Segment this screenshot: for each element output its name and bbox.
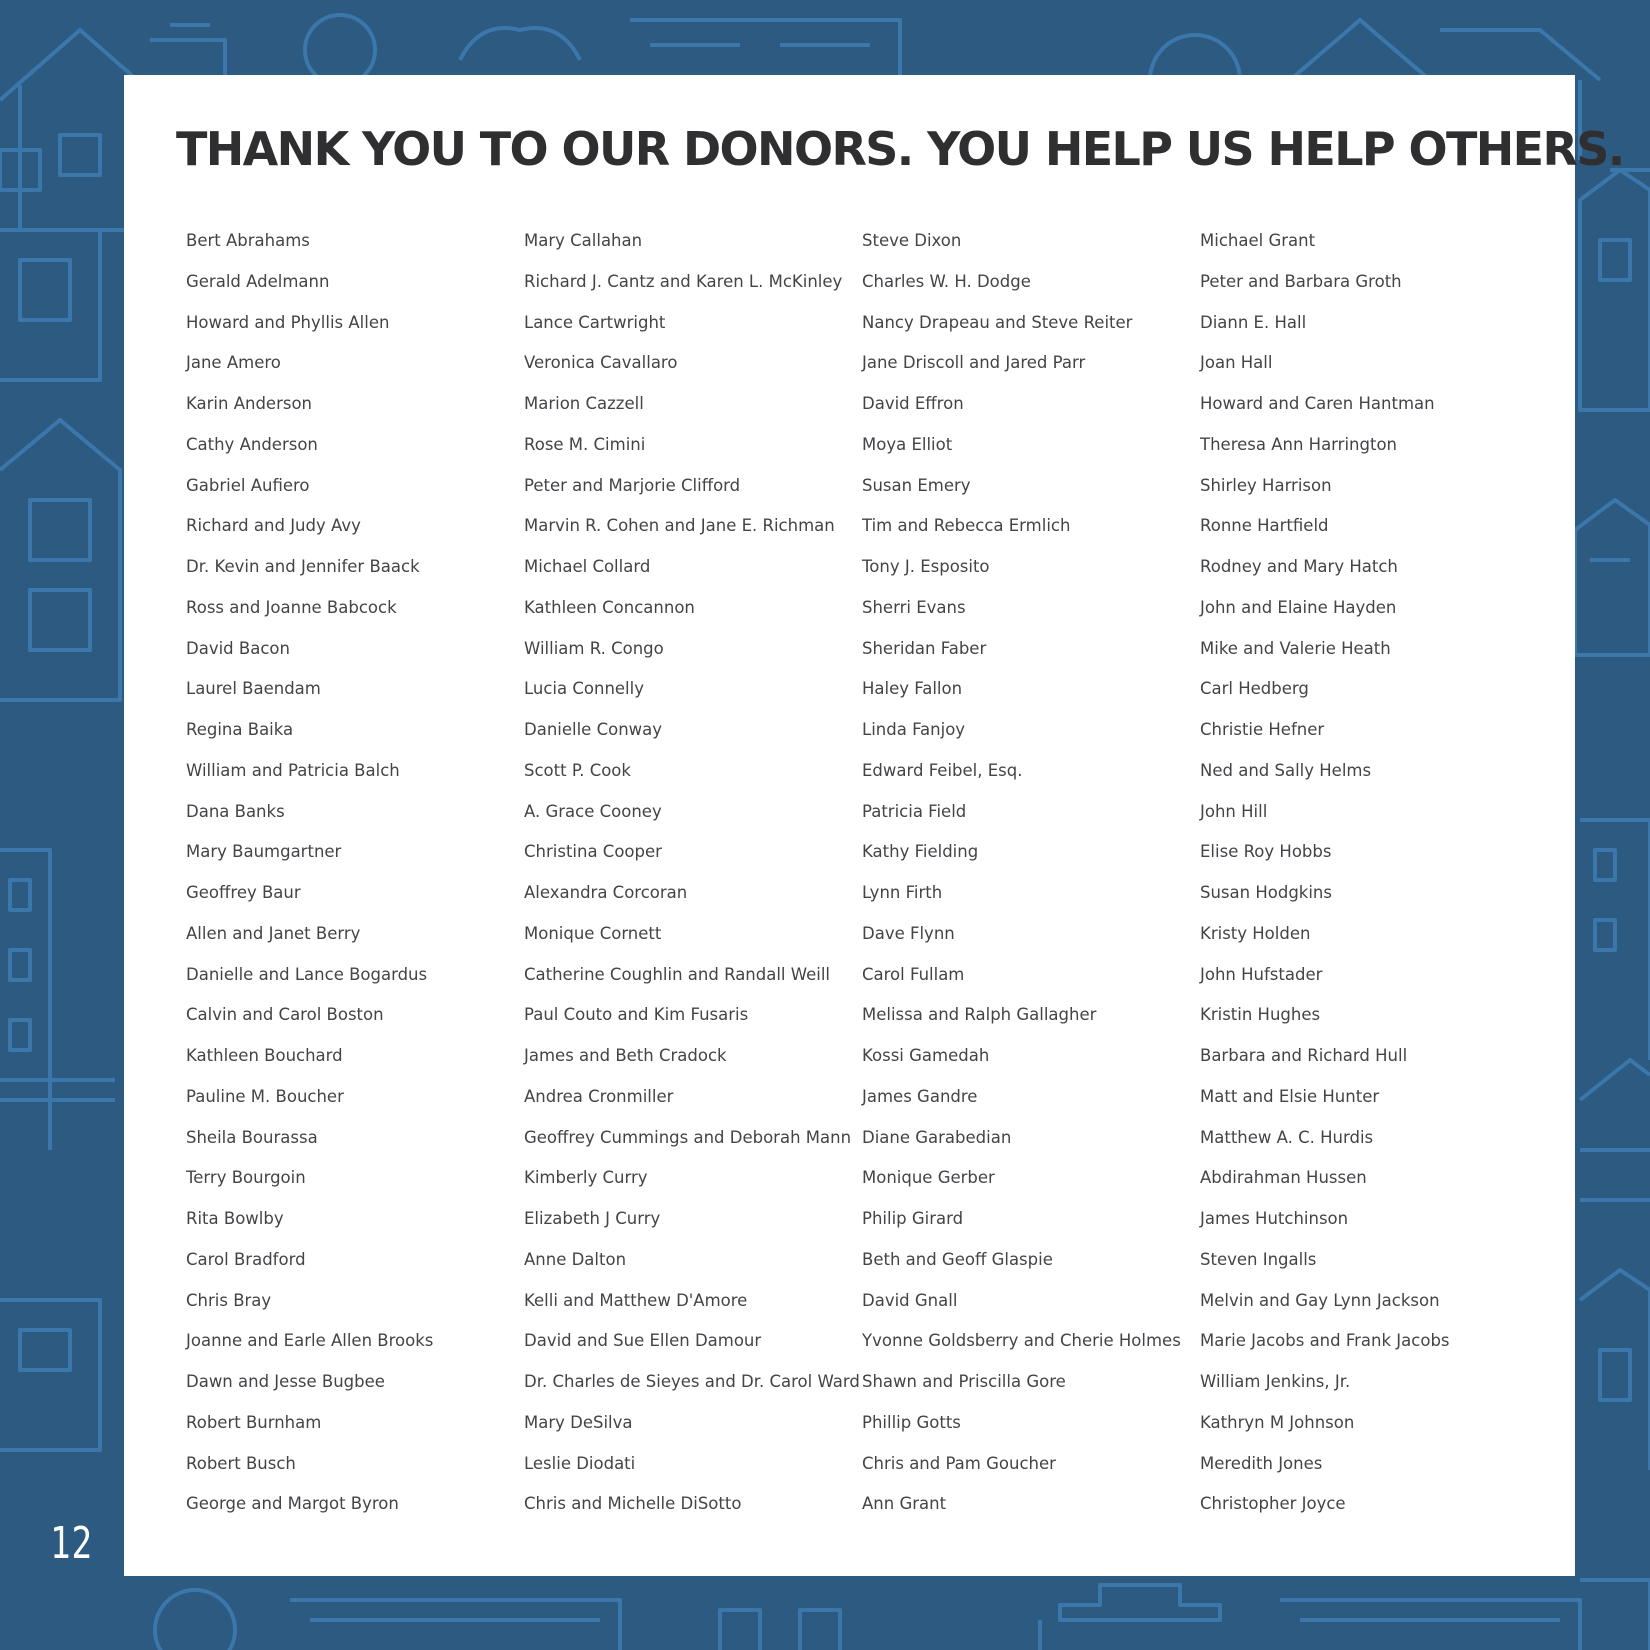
donor-name: George and Margot Byron (186, 1494, 399, 1514)
donor-name: Paul Couto and Kim Fusaris (524, 1005, 749, 1025)
donor-name: Joan Hall (1200, 353, 1273, 373)
donor-name: Kristy Holden (1200, 923, 1311, 943)
donor-name: Sheridan Faber (862, 638, 987, 658)
donor-name: Nancy Drapeau and Steve Reiter (862, 312, 1133, 332)
donor-name: Kathleen Concannon (524, 597, 695, 617)
donor-name: Diane Garabedian (862, 1127, 1012, 1147)
donor-name: Carol Fullam (862, 964, 965, 984)
donor-name: Kelli and Matthew D'Amore (524, 1290, 748, 1310)
donor-name: Richard and Judy Avy (186, 516, 361, 536)
donor-name: Shawn and Priscilla Gore (862, 1372, 1066, 1391)
donor-column-2 (524, 221, 860, 1525)
donor-column-1 (186, 221, 522, 1525)
donor-name: David Effron (862, 394, 964, 413)
donor-name: Peter and Marjorie Clifford (524, 475, 741, 495)
donor-name: Tony J. Esposito (862, 557, 990, 576)
donor-name: Shirley Harrison (1200, 475, 1332, 495)
donor-name: Robert Burnham (186, 1412, 322, 1432)
donor-name: Christina Cooper (524, 842, 662, 862)
donor-name: Susan Emery (862, 475, 971, 495)
donor-name: David Gnall (862, 1290, 958, 1310)
donor-name: Catherine Coughlin and Randall Weill (524, 964, 831, 984)
donor-name: Ronne Hartfield (1200, 516, 1329, 536)
donor-name: Pauline M. Boucher (186, 1086, 344, 1106)
donor-name: Lynn Firth (862, 883, 943, 902)
donor-name: Charles W. H. Dodge (862, 271, 1031, 291)
donor-name: Rita Bowlby (186, 1209, 284, 1228)
donor-name: Calvin and Carol Boston (186, 1005, 384, 1025)
donor-name: Jane Amero (186, 353, 281, 373)
donor-name: Christie Hefner (1200, 720, 1325, 739)
donor-name: Haley Fallon (862, 679, 963, 699)
donor-name: Bert Abrahams (186, 231, 310, 250)
donor-name: James and Beth Cradock (524, 1046, 727, 1065)
donor-name: Mary Baumgartner (186, 842, 342, 862)
donor-name: Philip Girard (862, 1209, 964, 1228)
donor-name: Christopher Joyce (1200, 1494, 1346, 1514)
donor-name: Lance Cartwright (524, 312, 666, 332)
donor-name: Elizabeth J Curry (524, 1209, 661, 1228)
donor-name: Melvin and Gay Lynn Jackson (1200, 1290, 1440, 1310)
donor-name: Chris Bray (186, 1290, 272, 1310)
donor-name: Moya Elliot (862, 434, 953, 454)
page-title: THANK YOU TO OUR DONORS. YOU HELP US HELP OTHERS. (176, 122, 1624, 176)
donor-name: Edward Feibel, Esq. (862, 760, 1023, 780)
donor-column-4 (1200, 221, 1536, 1525)
donor-name: Yvonne Goldsberry and Cherie Holmes (862, 1331, 1181, 1351)
donor-name: Dr. Charles de Sieyes and Dr. Carol Ward (524, 1372, 860, 1391)
donor-name: Howard and Caren Hantman (1200, 394, 1435, 413)
donor-name: Monique Cornett (524, 923, 662, 943)
donor-name: Meredith Jones (1200, 1453, 1323, 1473)
donor-name: Patricia Field (862, 801, 967, 821)
donor-name: John and Elaine Hayden (1200, 597, 1397, 617)
donor-name: James Hutchinson (1200, 1209, 1349, 1228)
donor-name: Dana Banks (186, 801, 285, 821)
donor-name: Kimberly Curry (524, 1168, 648, 1188)
donor-name: Michael Grant (1200, 231, 1316, 250)
donor-name: Kossi Gamedah (862, 1046, 990, 1065)
donor-name: John Hufstader (1200, 964, 1323, 984)
donor-name: Danielle Conway (524, 720, 663, 739)
donor-name: Gabriel Aufiero (186, 475, 310, 495)
donor-name: Joanne and Earle Allen Brooks (186, 1331, 434, 1351)
donor-name: John Hill (1200, 801, 1268, 821)
donor-name: Laurel Baendam (186, 679, 321, 699)
donor-name: Diann E. Hall (1200, 312, 1307, 332)
donor-name: Marion Cazzell (524, 394, 644, 413)
donor-name: Dr. Kevin and Jennifer Baack (186, 557, 420, 576)
donor-name: Linda Fanjoy (862, 720, 966, 739)
donor-name: Carl Hedberg (1200, 679, 1309, 699)
donor-name: Chris and Pam Goucher (862, 1453, 1056, 1473)
donor-name: Matthew A. C. Hurdis (1200, 1127, 1374, 1147)
donor-name: Rose M. Cimini (524, 434, 646, 454)
donor-name: Ned and Sally Helms (1200, 760, 1372, 780)
donor-name: Barbara and Richard Hull (1200, 1046, 1408, 1065)
donor-name: Allen and Janet Berry (186, 923, 361, 943)
donor-name: Dave Flynn (862, 923, 955, 943)
donor-name: Melissa and Ralph Gallagher (862, 1005, 1097, 1025)
donor-name: David Bacon (186, 638, 290, 658)
donor-name: Jane Driscoll and Jared Parr (862, 353, 1086, 373)
donor-name: Geoffrey Cummings and Deborah Mann (524, 1127, 852, 1147)
donor-name: Michael Collard (524, 557, 651, 576)
donor-name: Karin Anderson (186, 394, 313, 413)
donor-name: Kathleen Bouchard (186, 1046, 343, 1065)
donor-name: Marie Jacobs and Frank Jacobs (1200, 1331, 1450, 1351)
donor-name: Howard and Phyllis Allen (186, 312, 390, 332)
donor-name: Andrea Cronmiller (524, 1086, 674, 1106)
donor-name: Danielle and Lance Bogardus (186, 964, 428, 984)
donor-name: Matt and Elsie Hunter (1200, 1086, 1380, 1106)
donor-name: Ross and Joanne Babcock (186, 597, 397, 617)
donor-name: Gerald Adelmann (186, 271, 330, 291)
donor-name: Abdirahman Hussen (1200, 1168, 1367, 1188)
donor-name: Sheila Bourassa (186, 1127, 318, 1147)
donor-name: William R. Congo (524, 638, 664, 658)
donor-name: Marvin R. Cohen and Jane E. Richman (524, 516, 835, 536)
donor-name: Rodney and Mary Hatch (1200, 557, 1398, 576)
donor-name: Susan Hodgkins (1200, 883, 1332, 902)
donor-name: Mike and Valerie Heath (1200, 638, 1391, 658)
donor-name: Sherri Evans (862, 597, 966, 617)
donor-name: A. Grace Cooney (524, 801, 662, 821)
donor-name: William and Patricia Balch (186, 760, 400, 780)
donor-name: Chris and Michelle DiSotto (524, 1494, 742, 1514)
donor-name: James Gandre (862, 1086, 978, 1106)
donor-name: Veronica Cavallaro (524, 353, 678, 373)
donor-name: Terry Bourgoin (186, 1168, 306, 1188)
donor-name: Scott P. Cook (524, 760, 631, 780)
donor-name: Cathy Anderson (186, 434, 318, 454)
donor-name: Elise Roy Hobbs (1200, 842, 1332, 862)
donor-name: Steve Dixon (862, 231, 962, 250)
donor-name: Theresa Ann Harrington (1200, 434, 1397, 454)
donor-name: Leslie Diodati (524, 1453, 636, 1473)
donor-column-3 (862, 221, 1198, 1525)
donor-panel (124, 75, 1624, 1576)
donor-name: Richard J. Cantz and Karen L. McKinley (524, 271, 843, 291)
donor-name: Ann Grant (862, 1494, 947, 1514)
donor-name: Steven Ingalls (1200, 1249, 1317, 1269)
donor-name: Phillip Gotts (862, 1412, 961, 1432)
donor-name: Regina Baika (186, 720, 294, 739)
donor-name: Lucia Connelly (524, 679, 644, 699)
donor-name: Geoffrey Baur (186, 883, 301, 902)
donor-name: Carol Bradford (186, 1249, 306, 1269)
donor-name: Robert Busch (186, 1453, 296, 1473)
donor-name: Anne Dalton (524, 1249, 627, 1269)
donor-name: Kristin Hughes (1200, 1005, 1321, 1025)
donor-name: Beth and Geoff Glaspie (862, 1249, 1053, 1269)
donor-name: Tim and Rebecca Ermlich (862, 516, 1071, 536)
donor-name: Mary Callahan (524, 231, 643, 250)
donor-name: Peter and Barbara Groth (1200, 271, 1402, 291)
donor-name: Kathryn M Johnson (1200, 1412, 1355, 1432)
donor-name: Alexandra Corcoran (524, 883, 688, 902)
donor-name: David and Sue Ellen Damour (524, 1331, 762, 1351)
donor-name: William Jenkins, Jr. (1200, 1372, 1351, 1391)
donor-name: Kathy Fielding (862, 842, 979, 862)
page-number: 12 (50, 1518, 93, 1569)
donor-name: Monique Gerber (862, 1168, 995, 1188)
donor-name: Dawn and Jesse Bugbee (186, 1372, 385, 1391)
donor-name: Mary DeSilva (524, 1412, 633, 1432)
